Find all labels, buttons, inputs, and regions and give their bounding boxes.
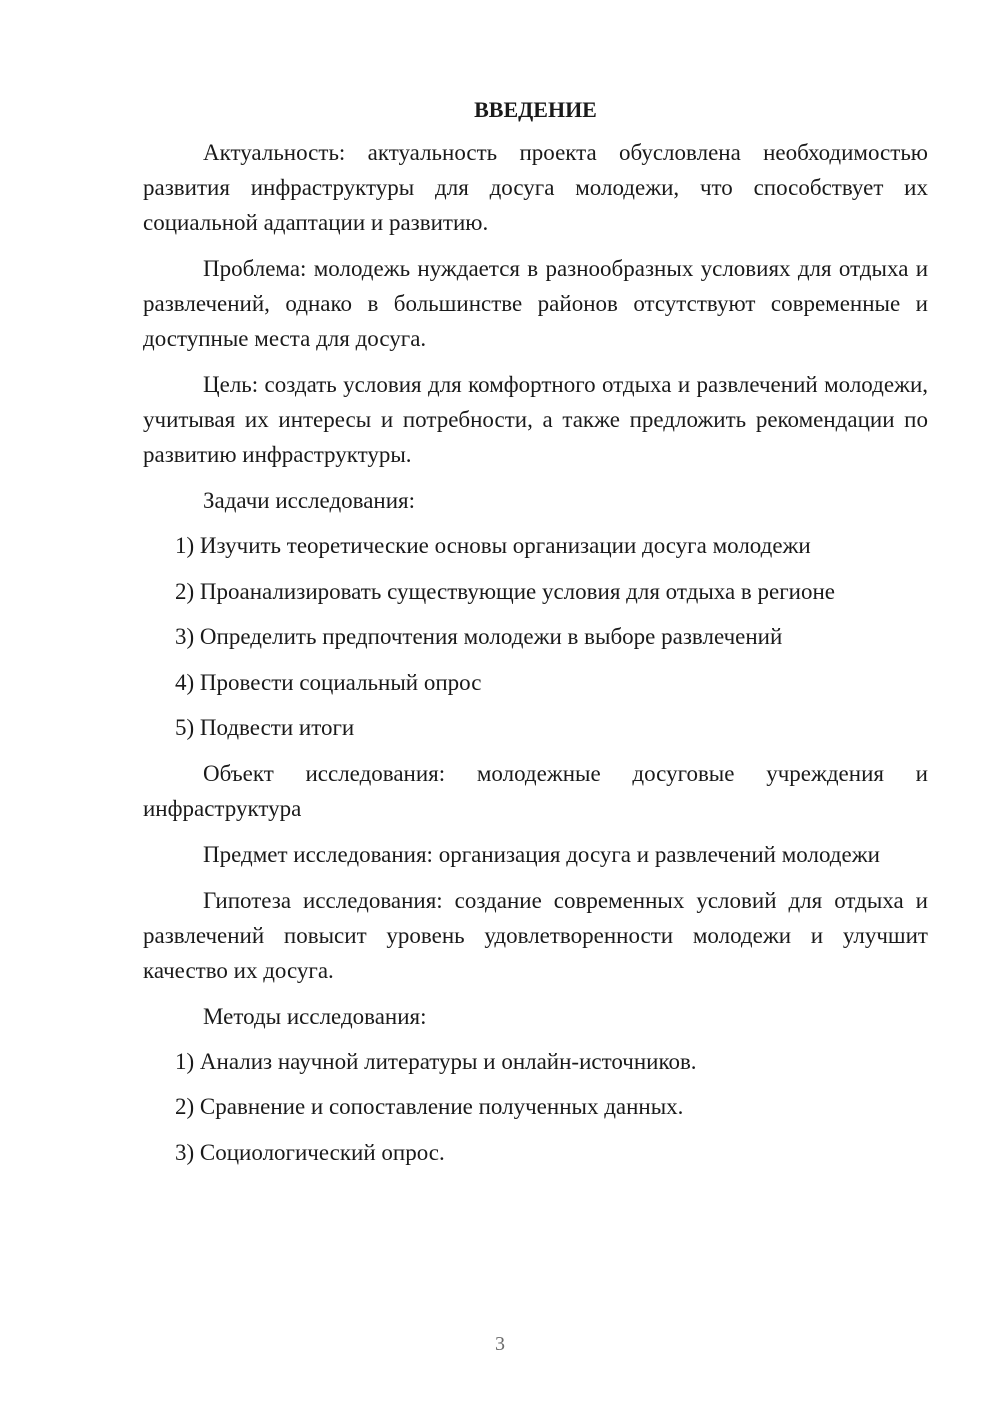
task-item: 5) Подвести итоги <box>175 715 355 740</box>
methods-heading: Методы исследования: <box>203 1003 427 1029</box>
page-number: 3 <box>495 1333 505 1355</box>
hypothesis-paragraph: Гипотеза исследования: создание современных условий для отдыха и развлечений повысит уровень удовлетворенности молодежи и улучшит качество их досуга. <box>143 887 928 983</box>
tasks-heading: Задачи исследования: <box>203 488 416 513</box>
task-item: 1) Изучить теоретические основы организации досуга молодежи <box>175 533 811 558</box>
subject-paragraph: Предмет исследования: организация досуга и развлечений молодежи <box>203 841 880 867</box>
object-paragraph: Объект исследования: молодежные досуговые учреждения и инфраструктура <box>143 760 928 821</box>
document-page <box>143 93 928 1180</box>
problem-paragraph: Проблема: молодежь нуждается в разнообразных условиях для отдыха и развлечений, однако в большинстве районов отсутствуют современные и доступные места для досуга. <box>143 256 928 351</box>
goal-paragraph: Цель: создать условия для комфортного отдыха и развлечений молодежи, учитывая их интересы и потребности, а также предложить рекомендации по развитию инфраструктуры. <box>143 372 928 467</box>
tasks-list <box>143 528 928 745</box>
method-item: 1) Анализ научной литературы и онлайн-источников. <box>175 1048 697 1074</box>
methods-list <box>143 1044 928 1170</box>
method-item: 2) Сравнение и сопоставление полученных данных. <box>175 1094 684 1119</box>
task-item: 4) Провести социальный опрос <box>175 669 482 695</box>
page-title: ВВЕДЕНИЕ <box>474 97 597 122</box>
task-item: 2) Проанализировать существующие условия для отдыха в регионе <box>175 578 836 604</box>
task-item: 3) Определить предпочтения молодежи в выборе развлечений <box>175 624 783 649</box>
method-item: 3) Социологический опрос. <box>175 1139 445 1165</box>
relevance-paragraph: Актуальность: актуальность проекта обусловлена необходимостью развития инфраструктуры для досуга молодежи, что способствует их социальной адаптации и развитию. <box>143 140 928 235</box>
